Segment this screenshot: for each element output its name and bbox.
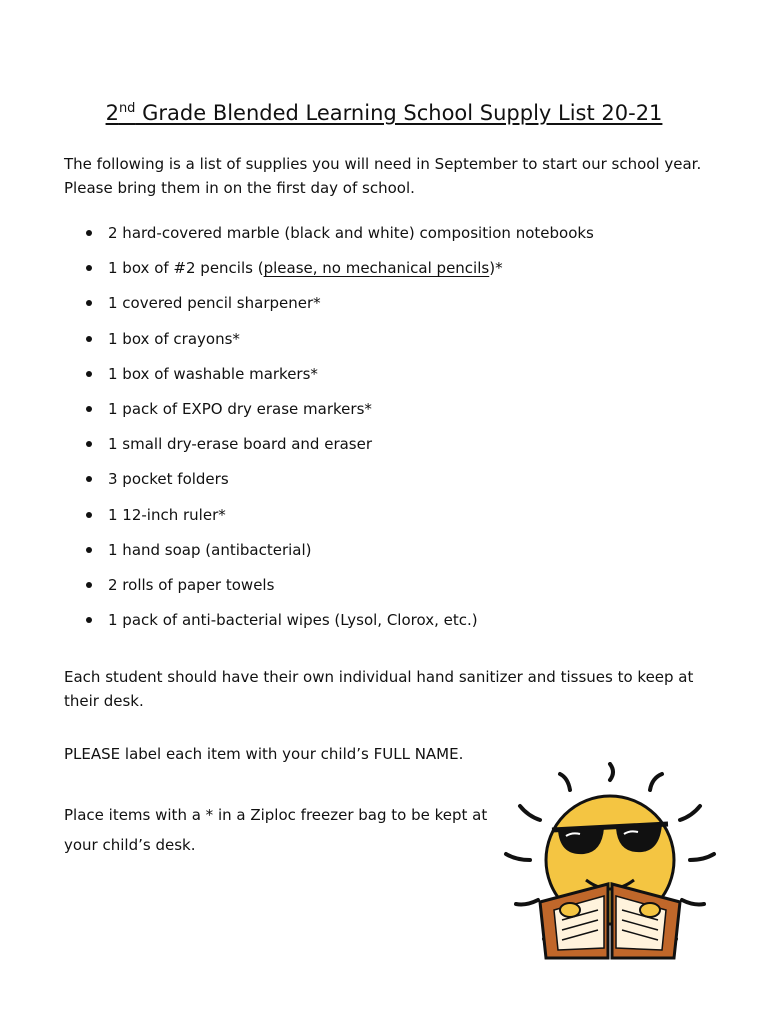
supply-item: 1 12-inch ruler*	[86, 503, 706, 538]
title-text: Grade Blended Learning School Supply List 20-21	[135, 101, 663, 125]
page-title	[0, 98, 768, 128]
supply-item: 1 pack of anti-bacterial wipes (Lysol, Clorox, etc.)	[86, 608, 706, 643]
pencils-text: 1 box of #2 pencils (	[108, 259, 264, 278]
pencils-asterisk: )*	[489, 259, 503, 278]
supply-item: 1 small dry-erase board and eraser	[86, 432, 706, 467]
supply-item: 1 pack of EXPO dry erase markers*	[86, 397, 706, 432]
intro-paragraph: The following is a list of supplies you will need in September to start our school year. Please bring them in on the first day of school.	[64, 155, 702, 197]
sun-reading-book-icon	[500, 762, 720, 962]
supply-item: 1 box of crayons*	[86, 327, 706, 362]
ziploc-note: Place items with a * in a Ziploc freezer bag to be kept at your child’s desk.	[64, 806, 488, 854]
please-emphasis: PLEASE	[64, 745, 121, 763]
supply-item-pencils	[86, 256, 706, 291]
supply-item: 1 hand soap (antibacterial)	[86, 538, 706, 573]
title-ordinal: 2	[105, 101, 119, 125]
label-note-text: label each item with your child’s	[120, 745, 374, 763]
title-ordinal-suffix: nd	[118, 101, 136, 116]
supply-item: 1 covered pencil sharpener*	[86, 291, 706, 326]
supply-item: 3 pocket folders	[86, 467, 706, 502]
supply-item: 1 box of washable markers*	[86, 362, 706, 397]
supply-item: 2 rolls of paper towels	[86, 573, 706, 608]
full-name-emphasis: FULL NAME.	[373, 745, 464, 763]
no-mechanical-note: please, no mechanical pencils	[263, 259, 490, 278]
supply-list	[86, 221, 706, 643]
supply-item: 2 hard-covered marble (black and white) composition notebooks	[86, 221, 706, 256]
sanitizer-note: Each student should have their own individual hand sanitizer and tissues to keep at their desk.	[64, 668, 694, 710]
